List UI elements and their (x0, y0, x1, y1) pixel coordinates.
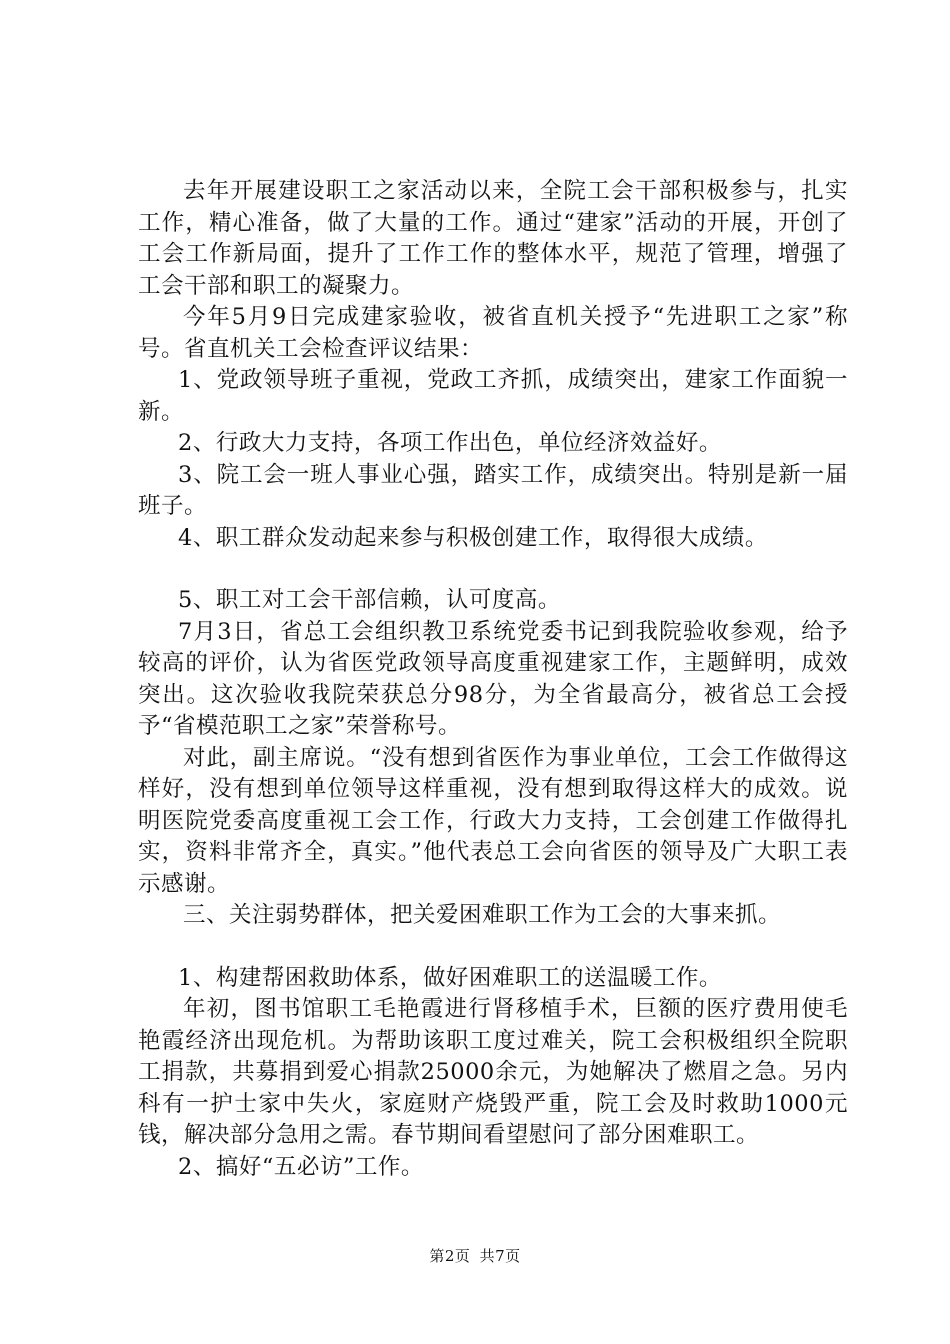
page-number: 第2页 (429, 1247, 471, 1265)
list-item: 1、党政领导班子重视，党政工齐抓，成绩突出，建家工作面貌一新。 (138, 367, 848, 425)
document-body (138, 176, 848, 1183)
page-total: 共7页 (479, 1247, 521, 1265)
paragraph: 对此，副主席说。“没有想到省医作为事业单位，工会工作做得这样好，没有想到单位领导这样重视，没有想到取得这样大的成效。说明医院党委高度重视工会工作，行政大力支持，工会创建工作做得扎实，资料非常齐全，真实。”他代表总工会向省医的领导及广大职工表示感谢。 (138, 744, 848, 897)
list-item: 5、职工对工会干部信赖，认可度高。 (178, 587, 561, 613)
list-item: 2、搞好“五必访”工作。 (178, 1153, 424, 1180)
paragraph: 今年5月9日完成建家验收，被省直机关授予“先进职工之家”称号。省直机关工会检查评议结果： (138, 304, 848, 362)
paragraph: 去年开展建设职工之家活动以来，全院工会干部积极参与，扎实工作，精心准备，做了大量的工作。通过“建家”活动的开展，开创了工会工作新局面，提升了工作工作的整体水平，规范了管理，增强了工会干部和职工的凝聚力。 (138, 178, 848, 299)
list-item: 3、院工会一班人事业心强，踏实工作，成绩突出。特别是新一届班子。 (138, 461, 848, 519)
blank-line (138, 932, 848, 963)
paragraph: 7月3日，省总工会组织教卫系统党委书记到我院验收参观，给予较高的评价，认为省医党政领导高度重视建家工作，主题鲜明，成效突出。这次验收我院荣获总分98分，为全省最高分，被省总工会授予“省模范职工之家”荣誉称号。 (138, 618, 848, 739)
list-item: 4、职工群众发动起来参与积极创建工作，取得很大成绩。 (178, 524, 768, 551)
page-footer (0, 1246, 950, 1266)
paragraph: 年初，图书馆职工毛艳霞进行肾移植手术，巨额的医疗费用使毛艳霞经济出现危机。为帮助该职工度过难关，院工会积极组织全院职工捐款，共募捐到爱心捐款25000余元，为她解决了燃眉之急。另内科有一护士家中失火，家庭财产烧毁严重，院工会及时救助1000元钱，解决部分急用之需。春节期间看望慰问了部分困难职工。 (138, 996, 848, 1148)
list-item: 2、行政大力支持，各项工作出色，单位经济效益好。 (178, 430, 722, 456)
section-heading: 三、关注弱势群体，把关爱困难职工作为工会的大事来抓。 (183, 902, 782, 928)
list-item: 1、构建帮困救助体系，做好困难职工的送温暖工作。 (178, 964, 722, 991)
blank-line (138, 554, 848, 585)
